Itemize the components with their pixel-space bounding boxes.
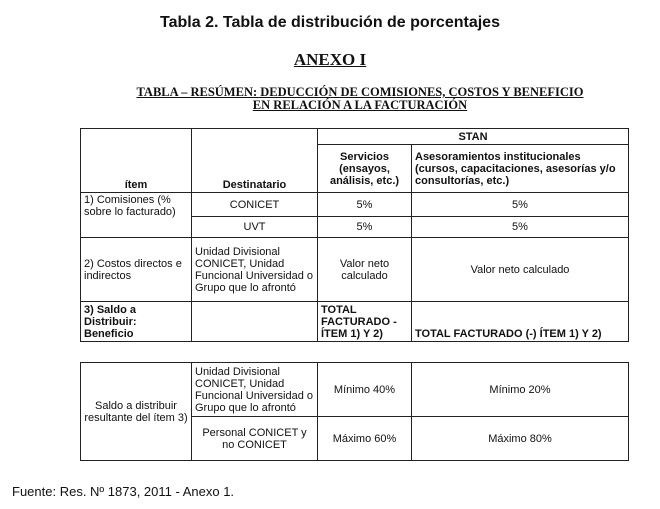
header-stan: STAN (318, 129, 629, 145)
servicios-cell: Máximo 60% (318, 417, 412, 461)
saldo-asesoramientos: TOTAL FACTURADO (-) ÍTEM 1) Y 2) (412, 302, 629, 342)
table-title (100, 86, 620, 112)
header-item: ítem (81, 129, 192, 193)
summary-table (80, 128, 629, 342)
servicios-cell: Mínimo 40% (318, 363, 412, 417)
saldo-destinatario (192, 302, 318, 342)
table-title-line-2: EN RELACIÓN A LA FACTURACIÓN (252, 98, 468, 112)
source-note: Fuente: Res. Nº 1873, 2011 - Anexo 1. (12, 484, 235, 499)
distribution-table (80, 362, 629, 461)
destinatario-cell: CONICET (192, 193, 318, 217)
asesoramientos-cell: Mínimo 20% (412, 363, 629, 417)
servicios-cell: 5% (318, 193, 412, 217)
saldo-servicios: TOTAL FACTURADO - ÍTEM 1) Y 2) (318, 302, 412, 342)
header-servicios: Servicios (ensayos, análisis, etc.) (318, 145, 412, 193)
servicios-cell: 5% (318, 217, 412, 238)
destinatario-cell: Personal CONICET y no CONICET (192, 417, 318, 461)
header-destinatario: Destinatario (192, 129, 318, 193)
asesoramientos-cell: 5% (412, 193, 629, 217)
asesoramientos-cell: Máximo 80% (412, 417, 629, 461)
costos-destinatario: Unidad Divisional CONICET, Unidad Funcional Universidad o Grupo que lo afrontó (192, 238, 318, 302)
figure-title: Tabla 2. Tabla de distribución de porcentajes (160, 14, 500, 31)
saldo-item: 3) Saldo a Distribuir: Beneficio (81, 302, 192, 342)
destinatario-cell: UVT (192, 217, 318, 238)
comisiones-item: 1) Comisiones (% sobre lo facturado) (81, 193, 192, 238)
costos-item: 2) Costos directos e indirectos (81, 238, 192, 302)
destinatario-cell: Unidad Divisional CONICET, Unidad Funcional Universidad o Grupo que lo afrontó (192, 363, 318, 417)
distribution-item: Saldo a distribuir resultante del ítem 3) (81, 363, 192, 461)
costos-servicios: Valor neto calculado (318, 238, 412, 302)
header-asesoramientos: Asesoramientos institucionales (cursos, capacitaciones, asesorías y/o consultorías, etc.) (412, 145, 629, 193)
table-title-line-1: TABLA – RESÚMEN: DEDUCCIÓN DE COMISIONES, COSTOS Y BENEFICIO (136, 85, 584, 99)
costos-asesoramientos: Valor neto calculado (412, 238, 629, 302)
asesoramientos-cell: 5% (412, 217, 629, 238)
annex-heading: ANEXO I (293, 50, 367, 69)
